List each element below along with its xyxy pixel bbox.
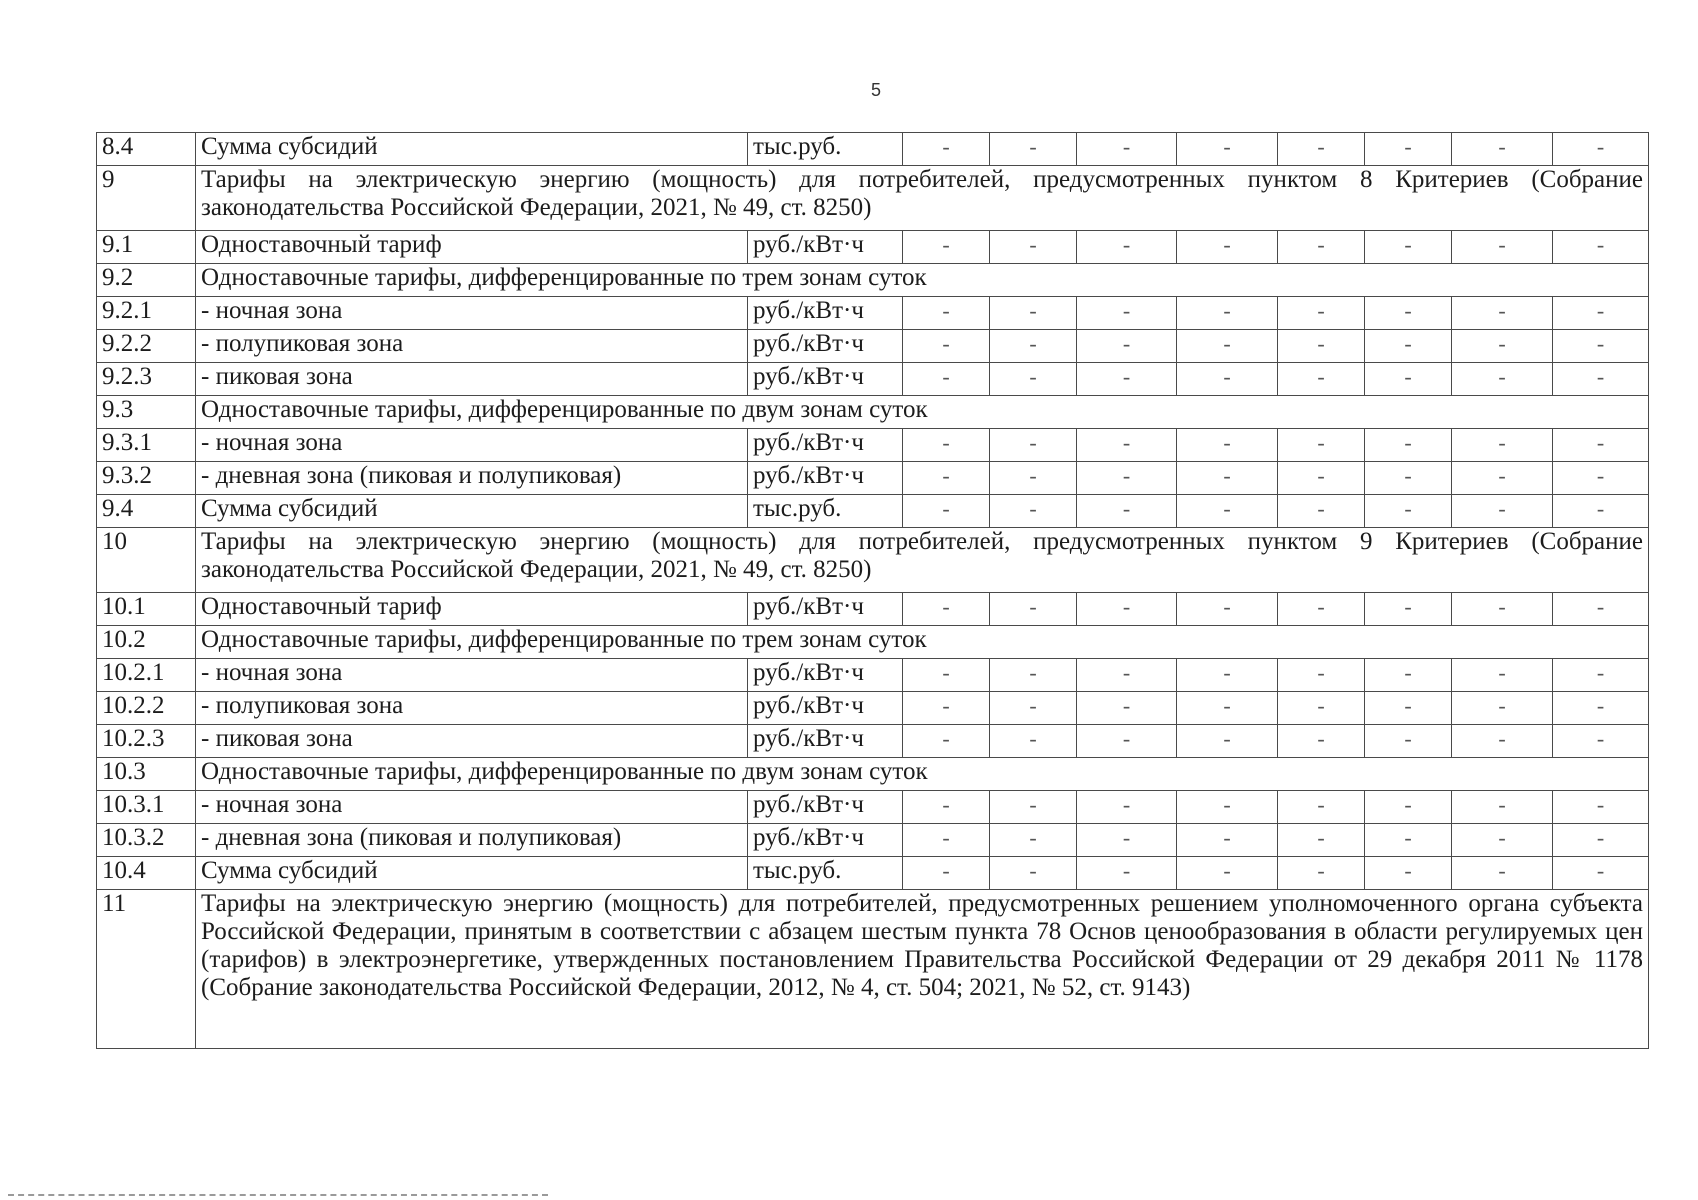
value-cell: -	[1365, 791, 1452, 824]
value-cell: -	[1177, 363, 1278, 396]
page-number: 5	[870, 80, 881, 100]
value-cell: -	[1278, 330, 1365, 363]
value-cell: -	[1553, 659, 1649, 692]
row-number: 10.1	[97, 593, 196, 626]
value-cell: -	[990, 462, 1077, 495]
value-cell: -	[990, 659, 1077, 692]
unit-of-measure: тыс.руб.	[748, 857, 903, 890]
unit-of-measure: руб./кВт·ч	[748, 725, 903, 758]
value-cell: -	[1077, 462, 1177, 495]
table-row	[97, 495, 1649, 528]
value-cell: -	[1177, 330, 1278, 363]
section-heading: Одноставочные тарифы, дифференцированные по трем зонам суток	[196, 264, 1649, 297]
value-cell: -	[1365, 593, 1452, 626]
value-cell: -	[1077, 330, 1177, 363]
value-cell: -	[1452, 297, 1553, 330]
row-number: 9.2.3	[97, 363, 196, 396]
row-number: 10.2.3	[97, 725, 196, 758]
value-cell: -	[1553, 231, 1649, 264]
value-cell: -	[1077, 857, 1177, 890]
indicator-name: Одноставочный тариф	[196, 231, 748, 264]
indicator-name: - пиковая зона	[196, 363, 748, 396]
value-cell: -	[1278, 495, 1365, 528]
value-cell: -	[1365, 462, 1452, 495]
value-cell: -	[1177, 593, 1278, 626]
bottom-edge-rule	[8, 1194, 548, 1196]
value-cell: -	[1452, 857, 1553, 890]
value-cell: -	[1177, 824, 1278, 857]
table-row	[97, 462, 1649, 495]
value-cell: -	[990, 692, 1077, 725]
value-cell: -	[1365, 231, 1452, 264]
value-cell: -	[1278, 659, 1365, 692]
value-cell: -	[1278, 692, 1365, 725]
value-cell: -	[1452, 791, 1553, 824]
value-cell: -	[1278, 297, 1365, 330]
value-cell: -	[1365, 725, 1452, 758]
value-cell: -	[1452, 231, 1553, 264]
value-cell: -	[990, 495, 1077, 528]
value-cell: -	[1365, 330, 1452, 363]
table-row	[97, 363, 1649, 396]
row-number: 10.3.1	[97, 791, 196, 824]
value-cell: -	[1553, 330, 1649, 363]
table-row	[97, 297, 1649, 330]
value-cell: -	[990, 133, 1077, 166]
indicator-name: - ночная зона	[196, 659, 748, 692]
indicator-name: Одноставочный тариф	[196, 593, 748, 626]
value-cell: -	[1278, 429, 1365, 462]
table-row	[97, 857, 1649, 890]
unit-of-measure: руб./кВт·ч	[748, 593, 903, 626]
value-cell: -	[990, 231, 1077, 264]
value-cell: -	[1452, 429, 1553, 462]
value-cell: -	[903, 791, 990, 824]
value-cell: -	[1278, 593, 1365, 626]
value-cell: -	[1077, 791, 1177, 824]
row-number: 9.2	[97, 264, 196, 297]
indicator-name: Сумма субсидий	[196, 495, 748, 528]
row-number: 10.3	[97, 758, 196, 791]
value-cell: -	[1365, 429, 1452, 462]
value-cell: -	[990, 791, 1077, 824]
value-cell: -	[990, 330, 1077, 363]
section-heading: Одноставочные тарифы, дифференцированные по двум зонам суток	[196, 396, 1649, 429]
row-number: 11	[97, 890, 196, 1049]
value-cell: -	[1077, 692, 1177, 725]
section-heading: Одноставочные тарифы, дифференцированные по двум зонам суток	[196, 758, 1649, 791]
section-heading: Одноставочные тарифы, дифференцированные по трем зонам суток	[196, 626, 1649, 659]
value-cell: -	[1077, 659, 1177, 692]
row-number: 10.2.1	[97, 659, 196, 692]
value-cell: -	[1365, 692, 1452, 725]
value-cell: -	[903, 659, 990, 692]
value-cell: -	[903, 462, 990, 495]
value-cell: -	[1177, 231, 1278, 264]
value-cell: -	[1177, 791, 1278, 824]
indicator-name: - пиковая зона	[196, 725, 748, 758]
value-cell: -	[1177, 725, 1278, 758]
unit-of-measure: руб./кВт·ч	[748, 330, 903, 363]
value-cell: -	[1077, 725, 1177, 758]
unit-of-measure: руб./кВт·ч	[748, 824, 903, 857]
value-cell: -	[990, 593, 1077, 626]
unit-of-measure: руб./кВт·ч	[748, 429, 903, 462]
unit-of-measure: тыс.руб.	[748, 495, 903, 528]
section-row	[97, 890, 1649, 1049]
value-cell: -	[1177, 133, 1278, 166]
value-cell: -	[1553, 791, 1649, 824]
row-number: 10.3.2	[97, 824, 196, 857]
row-number: 9.2.2	[97, 330, 196, 363]
section-row	[97, 264, 1649, 297]
value-cell: -	[1177, 297, 1278, 330]
value-cell: -	[1278, 462, 1365, 495]
value-cell: -	[990, 857, 1077, 890]
value-cell: -	[1365, 297, 1452, 330]
value-cell: -	[1452, 363, 1553, 396]
section-row	[97, 758, 1649, 791]
section-row	[97, 528, 1649, 593]
value-cell: -	[1177, 692, 1278, 725]
value-cell: -	[990, 297, 1077, 330]
unit-of-measure: руб./кВт·ч	[748, 462, 903, 495]
row-number: 10.2.2	[97, 692, 196, 725]
value-cell: -	[1452, 692, 1553, 725]
row-number: 10.4	[97, 857, 196, 890]
value-cell: -	[1177, 429, 1278, 462]
value-cell: -	[1278, 791, 1365, 824]
section-heading: Тарифы на электрическую энергию (мощность) для потребителей, предусмотренных пунктом 9 Критериев (Собрание законодательства Российской Федерации, 2021, № 49, ст. 8250)	[196, 528, 1649, 593]
value-cell: -	[903, 857, 990, 890]
value-cell: -	[1077, 429, 1177, 462]
value-cell: -	[1452, 495, 1553, 528]
value-cell: -	[903, 495, 990, 528]
table-row	[97, 330, 1649, 363]
value-cell: -	[903, 824, 990, 857]
table-row	[97, 692, 1649, 725]
value-cell: -	[1553, 462, 1649, 495]
value-cell: -	[1452, 593, 1553, 626]
row-number: 9.4	[97, 495, 196, 528]
value-cell: -	[1452, 462, 1553, 495]
indicator-name: - ночная зона	[196, 429, 748, 462]
value-cell: -	[1177, 659, 1278, 692]
row-number: 9.1	[97, 231, 196, 264]
value-cell: -	[1553, 133, 1649, 166]
value-cell: -	[1553, 725, 1649, 758]
value-cell: -	[903, 297, 990, 330]
value-cell: -	[1278, 824, 1365, 857]
value-cell: -	[903, 330, 990, 363]
row-number: 9.3.2	[97, 462, 196, 495]
table-row	[97, 429, 1649, 462]
value-cell: -	[1365, 495, 1452, 528]
table-row	[97, 133, 1649, 166]
value-cell: -	[1278, 231, 1365, 264]
table-row	[97, 791, 1649, 824]
row-number: 10	[97, 528, 196, 593]
value-cell: -	[1177, 857, 1278, 890]
value-cell: -	[1553, 429, 1649, 462]
unit-of-measure: руб./кВт·ч	[748, 231, 903, 264]
indicator-name: - дневная зона (пиковая и полупиковая)	[196, 462, 748, 495]
value-cell: -	[1452, 330, 1553, 363]
value-cell: -	[1077, 593, 1177, 626]
value-cell: -	[990, 824, 1077, 857]
unit-of-measure: руб./кВт·ч	[748, 363, 903, 396]
table-row	[97, 659, 1649, 692]
table-row	[97, 231, 1649, 264]
table-body	[97, 133, 1649, 1049]
unit-of-measure: тыс.руб.	[748, 133, 903, 166]
value-cell: -	[903, 692, 990, 725]
value-cell: -	[1452, 659, 1553, 692]
table-row	[97, 725, 1649, 758]
value-cell: -	[1553, 297, 1649, 330]
unit-of-measure: руб./кВт·ч	[748, 297, 903, 330]
value-cell: -	[1365, 363, 1452, 396]
indicator-name: Сумма субсидий	[196, 857, 748, 890]
value-cell: -	[903, 725, 990, 758]
value-cell: -	[1452, 725, 1553, 758]
value-cell: -	[1077, 363, 1177, 396]
section-heading: Тарифы на электрическую энергию (мощность) для потребителей, предусмотренных решением уполномоченного органа субъекта Российской Федерации, принятым в соответствии с абзацем шестым пункта 78 Основ ценообразования в области регулируемых цен (тарифов) в электроэнергетике, утвержденных постановлением Правительства Российской Федерации от 29 декабря 2011 № 1178 (Собрание законодательства Российской Федерации, 2012, № 4, ст. 504; 2021, № 52, ст. 9143)	[196, 890, 1649, 1049]
value-cell: -	[1077, 297, 1177, 330]
value-cell: -	[1278, 857, 1365, 890]
value-cell: -	[990, 725, 1077, 758]
row-number: 9.3.1	[97, 429, 196, 462]
value-cell: -	[1553, 363, 1649, 396]
section-row	[97, 626, 1649, 659]
value-cell: -	[1077, 824, 1177, 857]
value-cell: -	[1177, 495, 1278, 528]
row-number: 9.2.1	[97, 297, 196, 330]
value-cell: -	[903, 231, 990, 264]
row-number: 9	[97, 166, 196, 231]
indicator-name: - полупиковая зона	[196, 330, 748, 363]
indicator-name: - полупиковая зона	[196, 692, 748, 725]
indicator-name: - ночная зона	[196, 297, 748, 330]
value-cell: -	[1365, 659, 1452, 692]
value-cell: -	[1553, 593, 1649, 626]
value-cell: -	[1553, 824, 1649, 857]
value-cell: -	[1553, 495, 1649, 528]
unit-of-measure: руб./кВт·ч	[748, 791, 903, 824]
row-number: 9.3	[97, 396, 196, 429]
row-number: 10.2	[97, 626, 196, 659]
unit-of-measure: руб./кВт·ч	[748, 692, 903, 725]
value-cell: -	[1077, 133, 1177, 166]
value-cell: -	[1278, 133, 1365, 166]
unit-of-measure: руб./кВт·ч	[748, 659, 903, 692]
value-cell: -	[1077, 495, 1177, 528]
value-cell: -	[903, 593, 990, 626]
value-cell: -	[1365, 824, 1452, 857]
value-cell: -	[990, 429, 1077, 462]
indicator-name: Сумма субсидий	[196, 133, 748, 166]
value-cell: -	[1278, 725, 1365, 758]
tariff-table	[96, 132, 1649, 1049]
row-number: 8.4	[97, 133, 196, 166]
indicator-name: - ночная зона	[196, 791, 748, 824]
value-cell: -	[1077, 231, 1177, 264]
value-cell: -	[903, 363, 990, 396]
value-cell: -	[1177, 462, 1278, 495]
value-cell: -	[903, 429, 990, 462]
value-cell: -	[990, 363, 1077, 396]
indicator-name: - дневная зона (пиковая и полупиковая)	[196, 824, 748, 857]
value-cell: -	[1278, 363, 1365, 396]
table-row	[97, 824, 1649, 857]
value-cell: -	[1365, 133, 1452, 166]
section-row	[97, 396, 1649, 429]
section-row	[97, 166, 1649, 231]
section-heading: Тарифы на электрическую энергию (мощность) для потребителей, предусмотренных пунктом 8 Критериев (Собрание законодательства Российской Федерации, 2021, № 49, ст. 8250)	[196, 166, 1649, 231]
value-cell: -	[1553, 692, 1649, 725]
value-cell: -	[1452, 133, 1553, 166]
value-cell: -	[1553, 857, 1649, 890]
table-row	[97, 593, 1649, 626]
value-cell: -	[1452, 824, 1553, 857]
value-cell: -	[903, 133, 990, 166]
value-cell: -	[1365, 857, 1452, 890]
